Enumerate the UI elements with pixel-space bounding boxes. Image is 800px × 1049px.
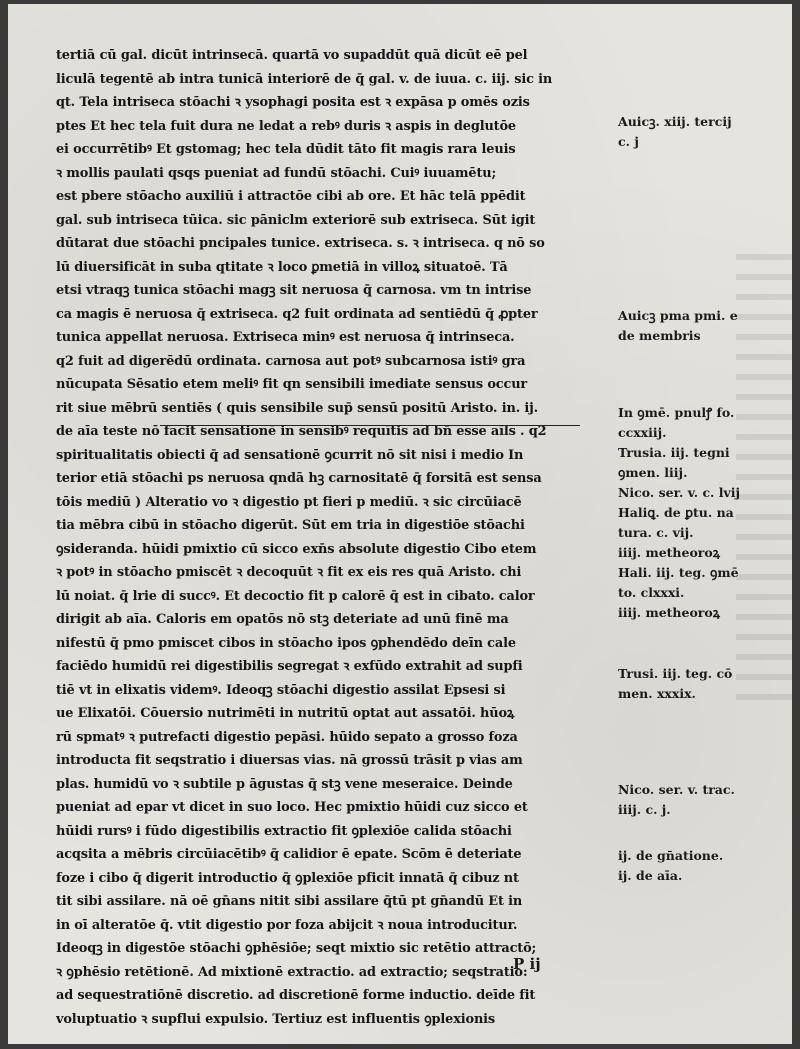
text-line: qt. Tela intriseca stōachi ꝛ ysophagi posita est ꝛ expāsa p omēs ozis <box>56 95 530 110</box>
marginal-note <box>618 664 788 704</box>
marginal-note <box>618 780 788 820</box>
text-line: nūcupata Sēsatio etem meliꝰ fit qn sensibili imediate sensus occur <box>56 377 528 392</box>
text-line: rit siue mēbrū sentiēs ( quis sensibile sup̄ sensū positū Aristo. in. ij. <box>56 400 538 416</box>
marginal-line: Trusia. iij. tegni <box>618 445 730 460</box>
marginal-line: ij. de gn̄atione. <box>618 848 724 863</box>
marginal-line: Auicꝫ. xiij. tercij <box>618 114 732 129</box>
marginal-line: Nico. ser. v. c. lvij <box>618 485 741 500</box>
marginal-line: to. clxxxi. <box>618 585 685 600</box>
marginal-line: Auicꝫ pma pmi. e <box>618 308 738 323</box>
text-line: dirigit ab aīa. Caloris em opatōs nō stꝫ deteriate ad unū finē ma <box>56 612 509 627</box>
text-line: spiritualitatis obiecti q̄ ad sensationē ꝯcurrit nō sit nisi i medio In <box>56 447 524 463</box>
marginal-line: Hali. iij. teg. ꝯmē <box>618 565 739 580</box>
printed-page <box>8 4 792 1044</box>
marginal-line: men. xxxix. <box>618 686 696 701</box>
text-line: lū noiat. q̄ lrie di succꝰ. Et decoctio fit p calorē q̄ est in cibato. calor <box>56 588 535 604</box>
text-line: tertiā cū gal. dicūt intrinsecā. quartā vo supaddūt quā dicūt eē pel <box>56 48 528 63</box>
signature-mark: P ij <box>513 955 541 973</box>
marginal-line: In ꝯmē. pnulꝭ fo. <box>618 405 735 420</box>
text-line: tia mēbra cibū in stōacho digerūt. Sūt em tria in digestiōe stōachi <box>56 518 525 533</box>
text-line: terior etiā stōachi ps neruosa qndā hꝫ carnositatē q̄ forsitā est sensa <box>56 471 542 486</box>
handwritten-underline <box>160 403 580 426</box>
marginal-line: ꝯmen. liij. <box>618 465 688 480</box>
text-line: ei occurrētibꝰ Et gstomag; hec tela dūdit tāto fit magis rara leuis <box>56 142 516 157</box>
marginal-note <box>618 403 788 623</box>
marginal-line: iiij. c. j. <box>618 802 671 817</box>
text-line: ꝯsideranda. hūidi pmixtio cū sicco exn̄s absolute digestio Cibo etem <box>56 541 537 557</box>
text-line: hūidi rursꝰ i fūdo digestibilis extractio fit ꝯplexiōe calida stōachi <box>56 823 512 839</box>
text-line: q2 fuit ad digerēdū ordinata. carnosa aut potꝰ subcarnosa istiꝰ gra <box>56 353 526 369</box>
marginal-line: tura. c. vij. <box>618 525 694 540</box>
text-line: etsi vtraqꝫ tunica stōachi magꝫ sit neruosa q̄ carnosa. vm tn intrise <box>56 283 532 298</box>
marginal-note <box>618 112 788 152</box>
main-text-block <box>56 44 616 1031</box>
text-line: ad sequestratiōnē discretio. ad discretionē forme inductio. deīde fit <box>56 988 536 1003</box>
text-line: ꝛ ꝯphēsio retētionē. Ad mixtionē extractio. ad extractio; seqstratio: <box>56 964 528 980</box>
text-line: voluptuatio ꝛ supflui expulsio. Tertiuz est influentis ꝯplexionis <box>56 1011 496 1027</box>
text-line: liculā tegentē ab intra tunicā interiorē de q̄ gal. v. de iuua. c. iij. sic in <box>56 71 553 87</box>
text-line: est pbere stōacho auxiliū i attractōe cibi ab ore. Et hāc telā ppēdit <box>56 189 526 204</box>
text-line: Ideoqꝫ in digestōe stōachi ꝯphēsiōe; seqt mixtio sic retētio attractō; <box>56 941 537 956</box>
text-line: faciēdo humidū rei digestibilis segregat ꝛ exfūdo extrahit ad supfi <box>56 659 523 674</box>
text-line: pueniat ad epar vt dicet in suo loco. Hec pmixtio hūidi cuz sicco et <box>56 800 528 815</box>
text-line: tōis mediū ) Alteratio vo ꝛ digestio pt fieri p mediū. ꝛ sic circūiacē <box>56 494 522 510</box>
text-line: dūtarat due stōachi pncipales tunice. extriseca. s. ꝛ intriseca. q nō so <box>56 236 545 251</box>
marginal-line: Nico. ser. v. trac. <box>618 782 735 797</box>
text-line: foze i cibo q̄ digerit introductio q̄ ꝯplexiōe pficit innatā q̄ cibuz nt <box>56 870 519 886</box>
text-line: tunica appellat neruosa. Extriseca minꝰ est neruosa q̄ intrinseca. <box>56 330 515 345</box>
text-line: nifestū q̄ pmo pmiscet cibos in stōacho ipos ꝯphendēdo deīn cale <box>56 635 516 651</box>
text-line: introducta fit seqstratio i diuersas vias. nā grossū trāsit p vias am <box>56 753 523 768</box>
text-line: rū spmatꝰ ꝛ putrefacti digestio pepāsi. hūido sepato a grosso foza <box>56 729 518 745</box>
marginal-note <box>618 306 788 346</box>
text-line: ptes Et hec tela fuit dura ne ledat a rebꝰ duris ꝛ aspis in deglutōe <box>56 118 516 134</box>
text-line: in oī alteratōe q̄. vtit digestio por foza abijcit ꝛ noua introducitur. <box>56 917 518 933</box>
text-line: ue Elixatōi. Cōuersio nutrimēti in nutritū optat aut assatōi. hūoꝝ <box>56 706 515 721</box>
marginal-line: iiij. metheoroꝝ <box>618 545 720 560</box>
marginal-line: iiij. metheoroꝝ <box>618 605 720 620</box>
marginal-line: Haliꝗ. de ꝑtu. na <box>618 505 734 520</box>
text-line: plas. humidū vo ꝛ subtile p āgustas q̄ stꝫ vene meseraice. Deinde <box>56 776 513 792</box>
text-line: ꝛ potꝰ in stōacho pmiscēt ꝛ decoquūt ꝛ fit ex eis res quā Aristo. chi <box>56 565 522 580</box>
marginal-line: Trusi. iij. teg. cō <box>618 666 733 681</box>
marginal-note <box>618 846 788 886</box>
text-line: acqsita a mēbris circūiacētibꝰ q̄ calidior ē epate. Scōm ē deteriate <box>56 847 522 862</box>
text-line: ca magis ē neruosa q̄ extriseca. q2 fuit ordinata ad sentiēdū q̄ ꝓpter <box>56 306 538 322</box>
text-line: lū diuersificāt in suba qtitate ꝛ loco ꝑmetiā in villoꝝ situatoē. Tā <box>56 259 508 275</box>
marginal-line: ccxxiij. <box>618 425 667 440</box>
text-line: tit sibi assilare. nā oē gn̄ans nitit sibi assilare q̄tū pt gn̄andū Et in <box>56 894 523 909</box>
marginal-line: ij. de aīa. <box>618 868 683 883</box>
text-line: de aīa teste nō facit sensationē in sensibꝰ requītis ad bn̄ esse aīls . q2 <box>56 424 547 439</box>
text-line: ꝛ mollis paulati qsqs pueniat ad fundū stōachi. Cuiꝰ iuuamētu; <box>56 165 497 181</box>
text-line: gal. sub intriseca tūica. sic pāniclm exteriorē sub extriseca. Sūt igit <box>56 212 536 228</box>
text-line: tiē vt in elixatis videmꝰ. Ideoqꝫ stōachi digestio assilat Epsesi si <box>56 682 506 698</box>
marginal-line: c. j <box>618 134 639 149</box>
marginal-line: de membris <box>618 328 701 343</box>
